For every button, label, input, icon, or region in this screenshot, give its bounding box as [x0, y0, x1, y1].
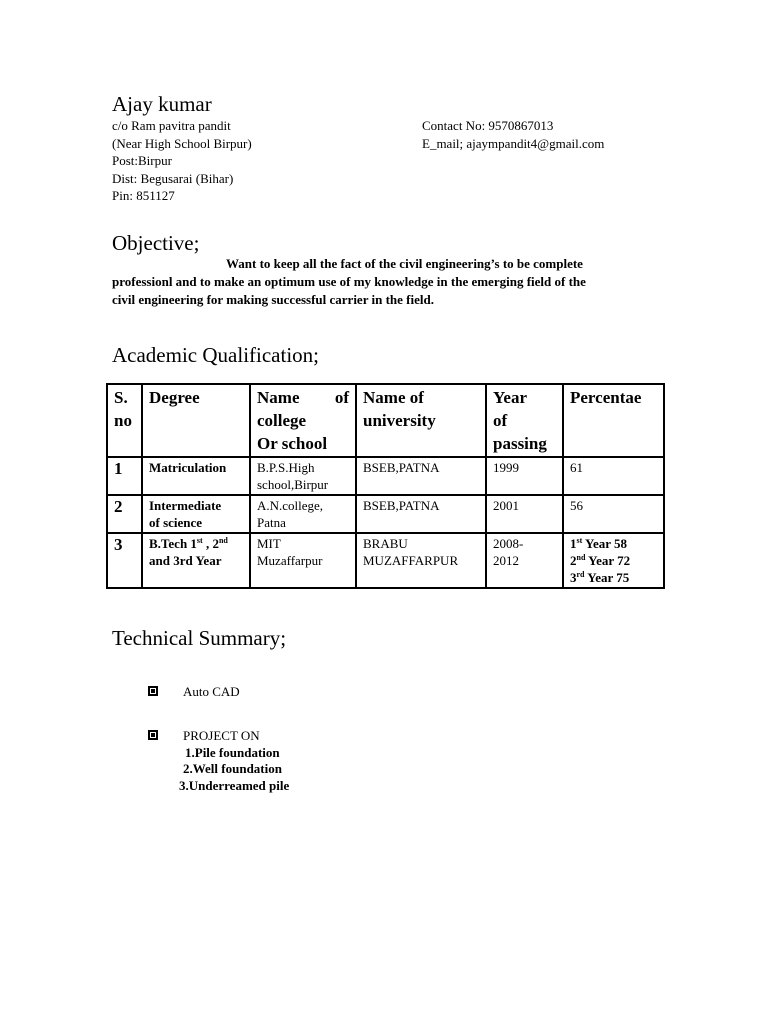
cell-degree: Matriculation — [142, 457, 250, 495]
cell-degree: B.Tech 1st , 2nd and 3rd Year — [142, 533, 250, 588]
skill-item: Auto CAD — [183, 684, 240, 699]
col-header-percentage: Percentae — [563, 384, 664, 457]
cell-percentage: 56 — [563, 495, 664, 533]
col-header-year: Year of passing — [486, 384, 563, 457]
project-heading: PROJECT ON — [183, 728, 260, 743]
square-bullet-icon — [148, 730, 158, 740]
objective-text — [112, 255, 662, 309]
technical-heading: Technical Summary; — [112, 626, 287, 650]
square-bullet-icon — [148, 686, 158, 696]
table-header-row — [107, 384, 664, 457]
cell-sno: 1 — [107, 457, 142, 495]
address-line: Pin: 851127 — [112, 188, 175, 203]
cell-sno: 3 — [107, 533, 142, 588]
address-line: Post:Birpur — [112, 153, 172, 168]
academic-heading: Academic Qualification; — [112, 343, 319, 367]
objective-heading: Objective; — [112, 231, 200, 255]
address-line: c/o Ram pavitra pandit — [112, 118, 231, 133]
cell-college: B.P.S.High school,Birpur — [250, 457, 356, 495]
objective-line: civil engineering for making successful carrier in the field. — [112, 292, 434, 307]
col-header-university: Name of university — [356, 384, 486, 457]
address-block — [112, 117, 252, 205]
table-row — [107, 495, 664, 533]
cell-year: 1999 — [486, 457, 563, 495]
objective-line: professionl and to make an optimum use of my knowledge in the emerging field of the — [112, 274, 586, 289]
cell-degree: Intermediate of science — [142, 495, 250, 533]
project-item: 2.Well foundation — [183, 761, 282, 776]
table-row — [107, 533, 664, 588]
cell-college: A.N.college, Patna — [250, 495, 356, 533]
cell-college: MIT Muzaffarpur — [250, 533, 356, 588]
cell-percentage: 1st Year 58 2nd Year 72 3rd Year 75 — [563, 533, 664, 588]
table-row — [107, 457, 664, 495]
col-header-college: Name of college Or school — [250, 384, 356, 457]
cell-university: BSEB,PATNA — [356, 495, 486, 533]
cell-university: BRABU MUZAFFARPUR — [356, 533, 486, 588]
contact-block — [422, 117, 604, 152]
contact-number: Contact No: 9570867013 — [422, 118, 554, 133]
col-header-degree: Degree — [142, 384, 250, 457]
address-line: Dist: Begusarai (Bihar) — [112, 170, 234, 186]
address-line: (Near High School Birpur) — [112, 135, 252, 151]
cell-university: BSEB,PATNA — [356, 457, 486, 495]
academic-table — [106, 383, 665, 589]
cell-sno: 2 — [107, 495, 142, 533]
cell-year: 2008- 2012 — [486, 533, 563, 588]
cell-year: 2001 — [486, 495, 563, 533]
col-header-sno: S. no — [107, 384, 142, 457]
objective-line: Want to keep all the fact of the civil engineering’s to be complete — [226, 256, 583, 271]
email-address: E_mail; ajaympandit4@gmail.com — [422, 135, 605, 151]
project-item: 3.Underreamed pile — [179, 778, 290, 793]
project-item: 1.Pile foundation — [185, 745, 280, 760]
cell-percentage: 61 — [563, 457, 664, 495]
candidate-name: Ajay kumar — [112, 92, 212, 116]
